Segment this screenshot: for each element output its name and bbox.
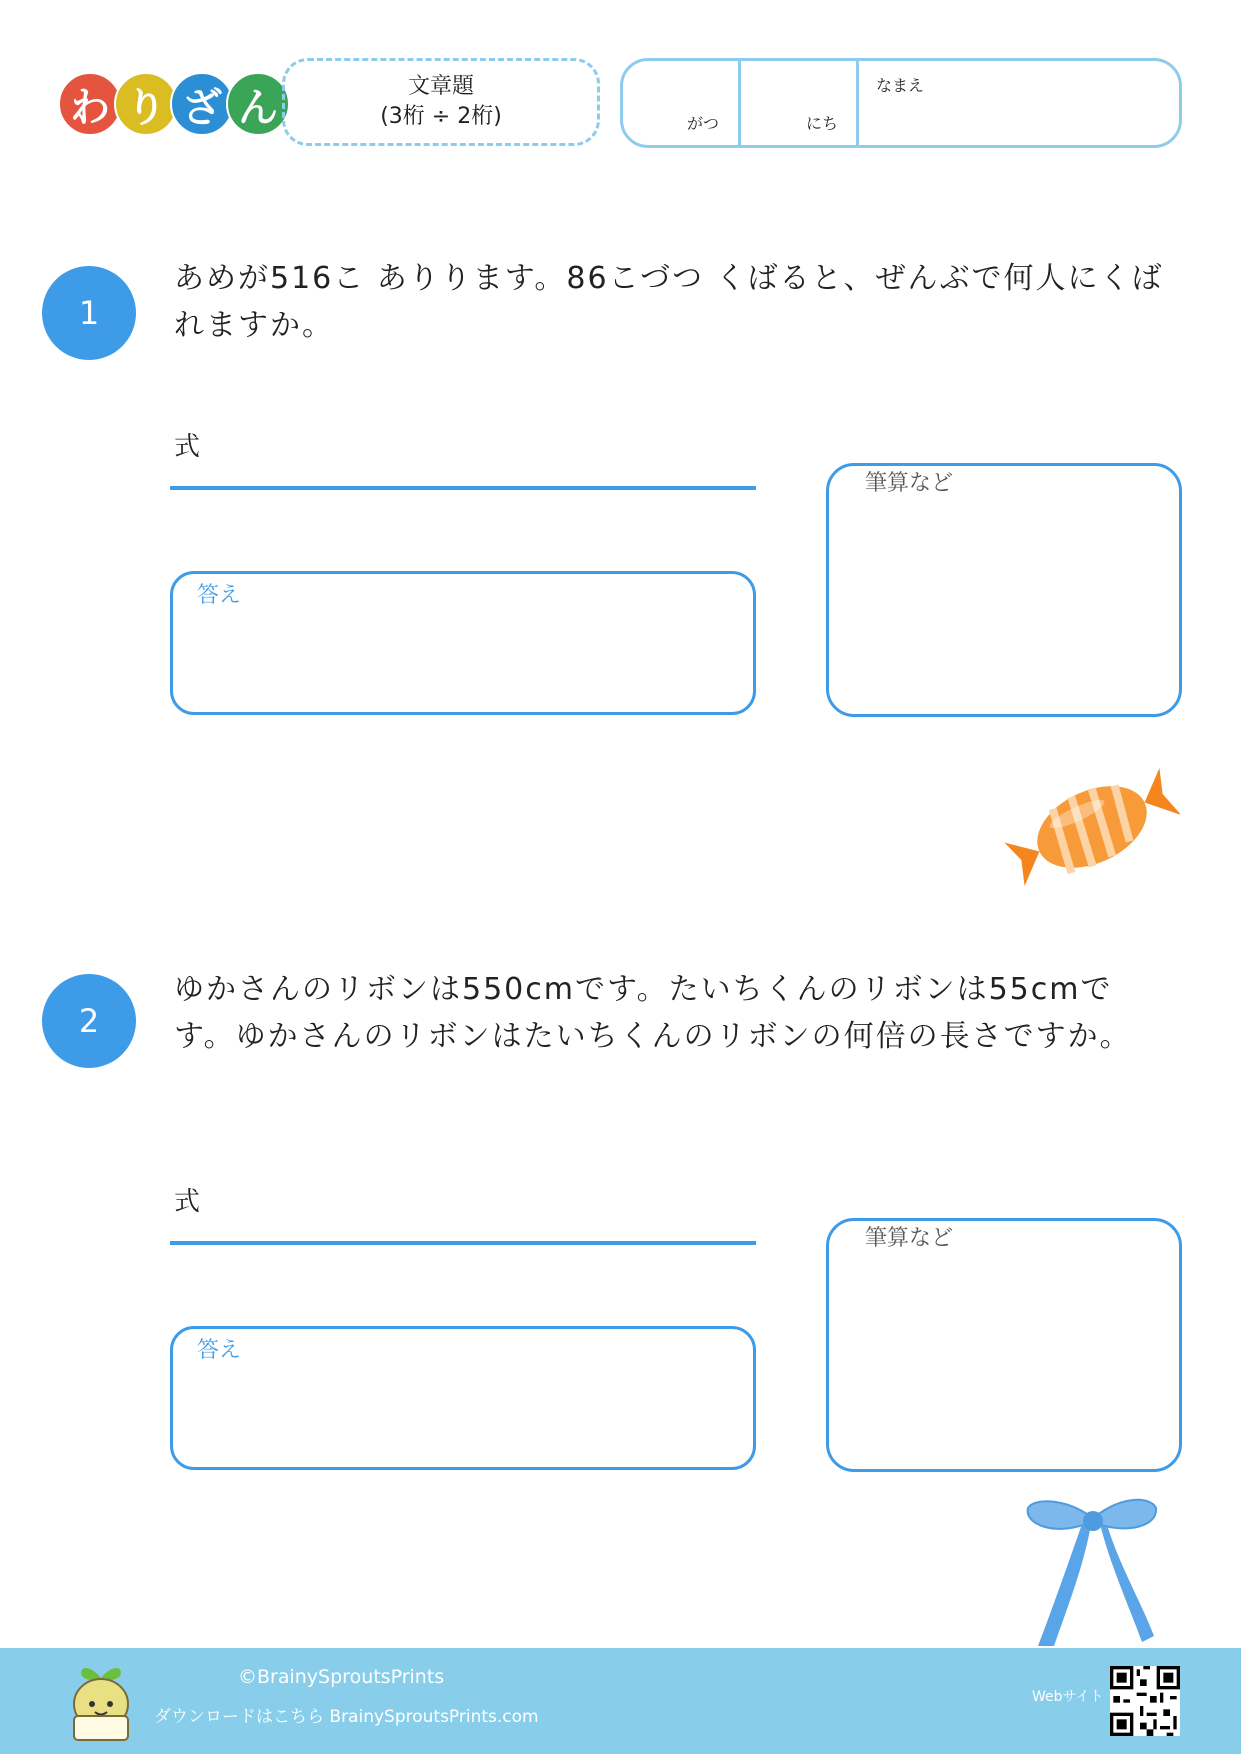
website-label: Webサイト xyxy=(1032,1689,1104,1705)
logo xyxy=(58,72,282,136)
calc-label-1: 筆算など xyxy=(865,471,954,496)
formula-line-2[interactable] xyxy=(170,1241,756,1245)
day-field[interactable] xyxy=(741,61,856,145)
calc-box-1[interactable] xyxy=(826,463,1182,717)
formula-label-1: 式 xyxy=(174,432,201,462)
answer-label-1: 答え xyxy=(197,583,242,608)
name-field[interactable] xyxy=(859,61,1179,145)
question-number-1: 1 xyxy=(42,266,136,360)
question-text-1: あめが516こ ありります。86こづつ くばると、ぜんぶで何人にくばれますか。 xyxy=(174,261,1164,343)
qr-code-icon[interactable] xyxy=(1110,1666,1180,1736)
worksheet-title xyxy=(282,58,600,146)
formula-label-2: 式 xyxy=(174,1187,201,1217)
logo-char: わ xyxy=(58,72,122,136)
question-text-2: ゆかさんのリボンは550cmです。たいちくんのリボンは55cmです。ゆかさんのリボンはたいちくんのリボンの何倍の長さですか。 xyxy=(174,972,1132,1054)
date-name-box xyxy=(620,58,1182,148)
question-number-2: 2 xyxy=(42,974,136,1068)
day-label: にち xyxy=(806,114,839,133)
calc-label-2: 筆算など xyxy=(865,1226,954,1251)
month-label: がつ xyxy=(687,114,720,133)
download-link[interactable]: ダウンロードはこちら BrainySproutsPrints.com xyxy=(154,1707,539,1727)
title-line-1: 文章題 xyxy=(407,74,474,99)
copyright-text: ©BrainySproutsPrints xyxy=(238,1666,445,1688)
answer-box-2[interactable] xyxy=(170,1326,756,1470)
calc-box-2[interactable] xyxy=(826,1218,1182,1472)
sprout-mascot-icon xyxy=(68,1660,134,1742)
title-line-2: (3桁 ÷ 2桁) xyxy=(380,104,502,129)
formula-line-1[interactable] xyxy=(170,486,756,490)
month-field[interactable] xyxy=(623,61,738,145)
name-label: なまえ xyxy=(876,76,925,95)
answer-label-2: 答え xyxy=(197,1338,242,1363)
candy-icon xyxy=(1004,764,1180,890)
answer-box-1[interactable] xyxy=(170,571,756,715)
logo-char: ざ xyxy=(170,72,234,136)
logo-char: ん xyxy=(226,72,290,136)
logo-char: り xyxy=(114,72,178,136)
ribbon-icon xyxy=(1024,1494,1160,1650)
